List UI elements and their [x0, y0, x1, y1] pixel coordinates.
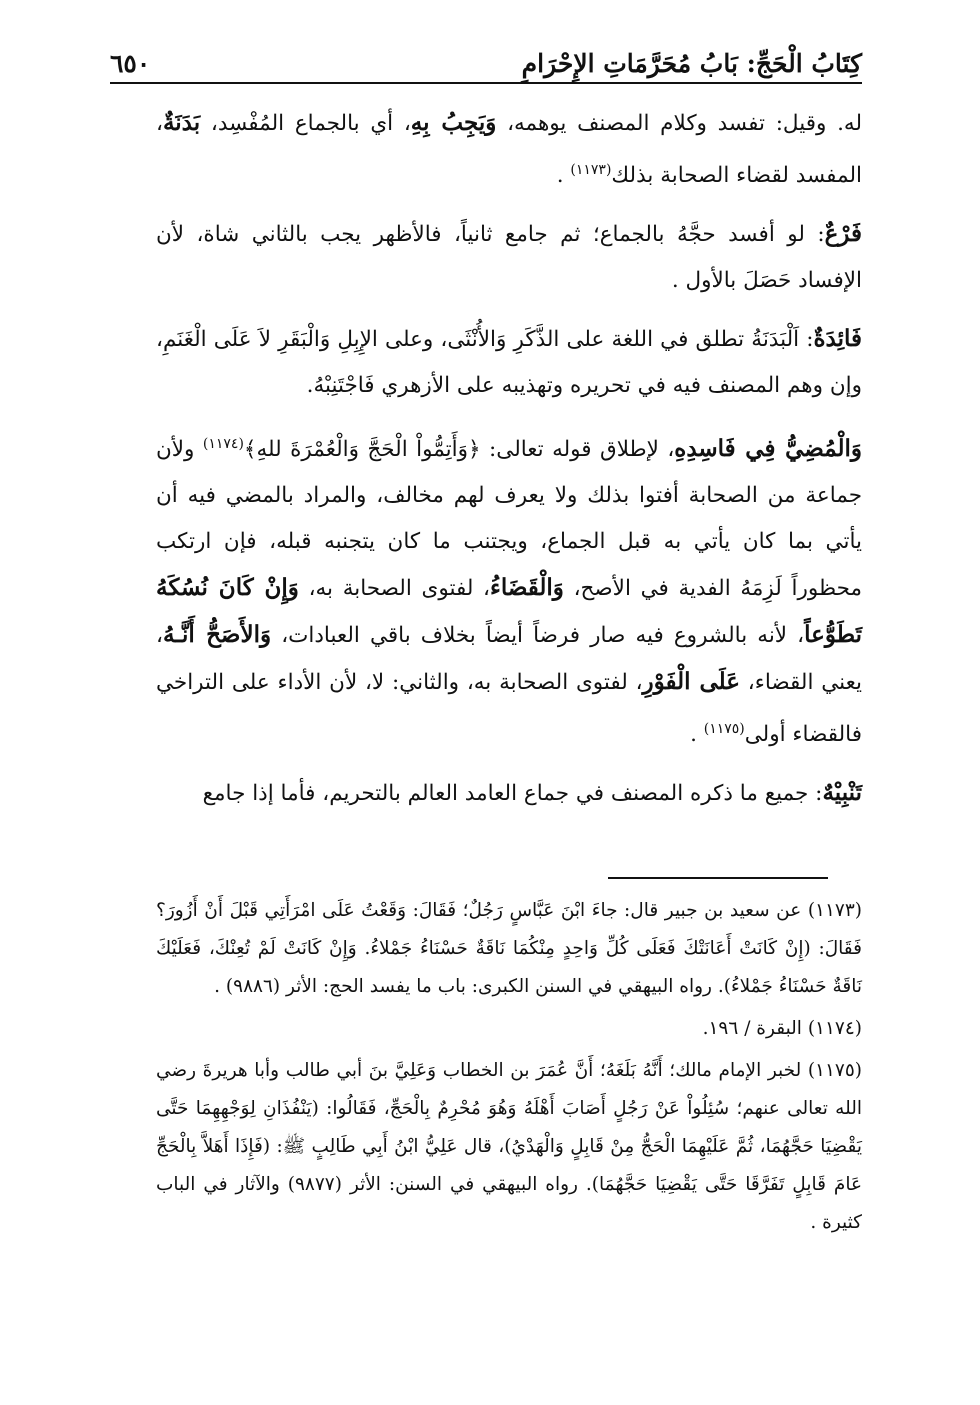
- text-run: : جميع ما ذكره المصنف في جماع العامد العالم بالتحريم، فأما إذا جامع: [202, 781, 823, 807]
- text-run: له. وقيل: تفسد وكلام المصنف يوهمه،: [496, 111, 862, 136]
- text-run: : لو أفسد حجَّهُ بالجماع؛ ثم جامع ثانياً، فالأظهر يجب بالثاني شاة، لأن الإفساد حَصَلَ بالأول .: [156, 222, 862, 294]
- text-run: .: [690, 722, 704, 748]
- footnote-ref[interactable]: (١١٧٣): [570, 162, 612, 178]
- matn-phrase: وَالأَصَحُّ أَنَّـهُ: [162, 621, 272, 649]
- paragraph-2: [156, 211, 862, 304]
- chapter-title: كِتَابُ الْحَجِّ: بَابُ مُحَرَّمَاتِ الإِحْرَامِ: [521, 49, 862, 78]
- text-run: ، لفتوى الصحابة به، والثاني: لا، لأن الأداء على التراخي فالقضاء أولى: [156, 670, 862, 748]
- text-run: ، يعني القضاء،: [156, 623, 862, 696]
- paragraph-3: [156, 316, 862, 409]
- paragraph-4: [156, 421, 862, 758]
- text-run: ، المفسد لقضاء الصحابة بذلك: [156, 111, 862, 189]
- text-run: ، أي بالجماع المُفْسِد،: [200, 111, 411, 136]
- text-run: ، لفتوى الصحابة به،: [298, 576, 490, 602]
- matn-phrase: عَلَى الْفَوْرِ: [642, 668, 741, 696]
- footnotes: [156, 892, 862, 1246]
- footnote-number: (١١٧٣): [807, 900, 862, 921]
- text-run: ولأن جماعة من الصحابة أفتوا بذلك ولا يعرف لهم مخالف، والمراد بالمضي فيه أن يأتي بما كان يأتي به قبل الجماع، ويجتنب ما كان يتجنبه قبله، فإن ارتكب محظوراً لَزِمَهُ الفدية في الأصح،: [156, 437, 863, 602]
- page-number: ٦٥٠: [110, 49, 151, 78]
- footnote-1175: [156, 1052, 862, 1242]
- footnote-ref[interactable]: (١١٧٤): [202, 436, 244, 453]
- running-header: [110, 42, 862, 84]
- matn-phrase: بَدَنَةٌ: [162, 109, 201, 136]
- text-run: .: [556, 163, 571, 189]
- section-label: فَائِدَةٌ: [813, 325, 862, 353]
- text-run: ، لإطلاق قوله تعالى: ﴿وَأَتِمُّواْ الْحَجَّ وَالْعُمْرَةَ للهِ﴾: [243, 437, 675, 463]
- section-label: فَرْعٌ: [824, 220, 862, 248]
- paragraph-1: [156, 100, 862, 199]
- footnote-text: عن سعيد بن جبير قال: جاءَ ابْنَ عَبَّاسٍ رَجُلٌ؛ فَقَالَ: وَقَعْتُ عَلَى امْرَأَتِي قَبْلَ أَنْ أَزُورَ؟ فَقَالَ: (إِنْ كَانَتْ أَعَانَتْكَ فَعَلَى كُلِّ وَاحِدٍ مِنْكُمَا نَاقَةٌ حَسْنَاءُ جَمْلاءُ. وَإِنْ كَانَتْ لَمْ تُعِنْكَ، فَعَلَيْكَ نَاقَةٌ حَسْنَاءُ جَمْلاءُ). رواه البيهقي في السنن الكبرى: باب ما يفسد الحج: الأثر (٩٨٨٦) .: [156, 900, 862, 997]
- footnote-1174: [156, 1010, 862, 1048]
- text-run: ، لأنه بالشروع فيه صار فرضاً أيضاً بخلاف باقي العبادات،: [271, 623, 805, 649]
- matn-phrase: وَالْقَضَاءُ: [490, 574, 564, 602]
- matn-phrase: وَالْمُضِيُّ فِي فَاسِدِهِ: [674, 435, 862, 463]
- footnote-text: البقرة / ١٩٦.: [702, 1018, 808, 1039]
- footnote-ref[interactable]: (١١٧٥): [703, 721, 745, 738]
- section-label: تَنْبِيْهٌ: [822, 779, 862, 807]
- text-run: : اَلْبَدَنَةُ تطلق في اللغة على الذَّكَرِ وَالأُنْثَى، وعلى الإِبِلِ وَالْبَقَرِ لاَ عَلَى الْغَنَمِ، وإن وهم المصنف فيه في تحريره وتهذيبه على الأزهري فَاجْتَنِبْهُ.: [156, 327, 862, 399]
- paragraph-5: [156, 770, 862, 817]
- footnote-divider: [608, 877, 828, 879]
- matn-phrase: وَيَجِبُ بِهِ: [410, 109, 497, 136]
- footnote-number: (١١٧٤): [807, 1018, 862, 1039]
- footnote-number: (١١٧٥): [807, 1060, 862, 1081]
- footnote-text: لخبر الإمام مالك؛ أَنَّهُ بَلَغَهُ؛ أَنَّ عُمَرَ بن الخطاب وَعَلِيَّ بنَ أبي طالب وأبا هريرةَ رضي الله تعالى عنهم؛ سُئِلُواْ عَنْ رَجُلٍ أَصَابَ أَهْلَهُ وَهُوَ مُحْرِمٌ بِالْحَجِّ، فَقَالُوا: (يَنْفُذَانِ لِوَجْهِهِمَا حَتَّى يَقْضِيَا حَجَّهُمَا، ثُمَّ عَلَيْهِمَا الْحَجُّ مِنْ قَابِلٍ وَالْهَدْيُ)، قال عَلِيُّ ابْنُ أَبِي طَالِبٍ ﷺ: (فَإِذَا أَهَلاَّ بِالْحَجِّ عَامَ قَابِلٍ تَفَرَّقَا حَتَّى يَقْضِيَا حَجَّهُمَا). رواه البيهقي في السنن: الأثر (٩٨٧٧) والآثار في الباب كثيرة .: [156, 1060, 862, 1233]
- footnote-1173: [156, 892, 862, 1006]
- main-text: [156, 100, 862, 829]
- matn-phrase: وَإِنْ كَانَ نُسُكَهُ تَطَوُّعاً: [156, 574, 863, 649]
